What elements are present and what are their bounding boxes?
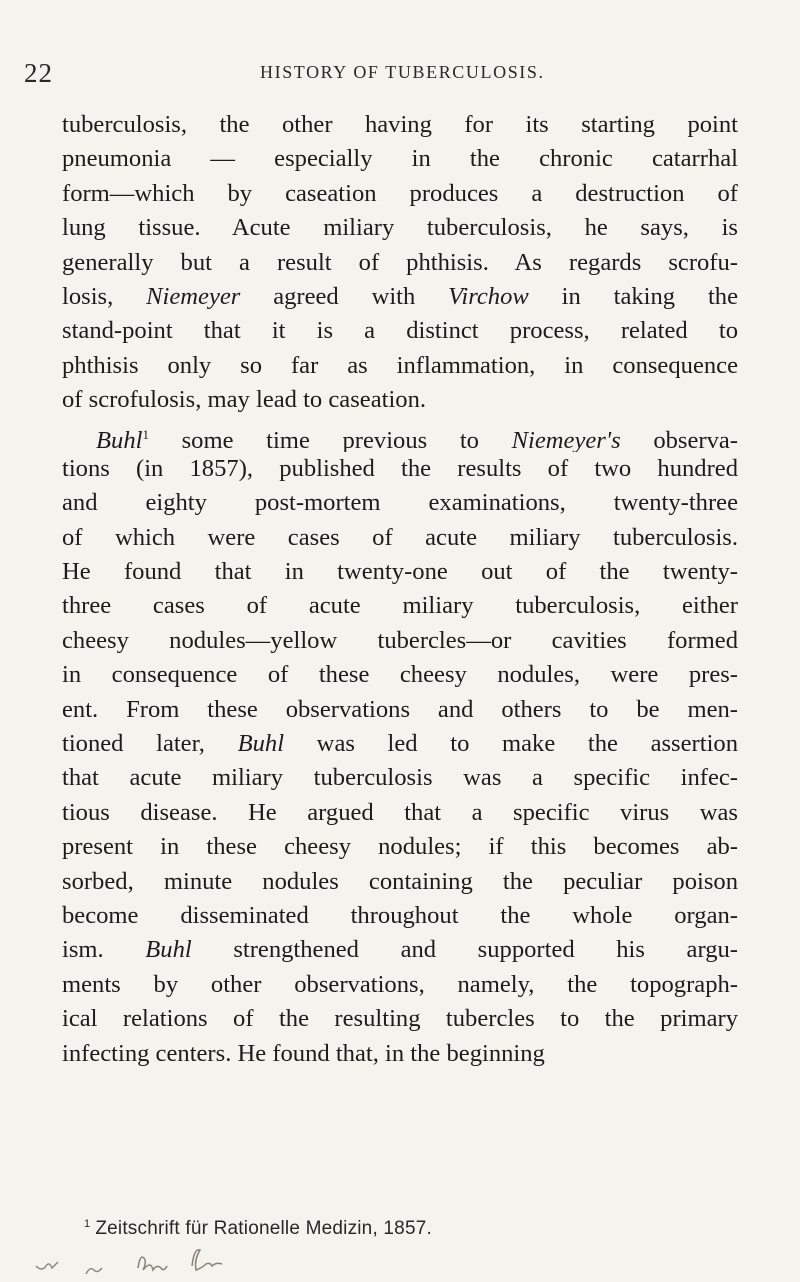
page-number: 22: [24, 58, 53, 88]
text-line: of which were cases of acute miliary tuberculosis.: [62, 523, 738, 551]
text-line: Buhl$^1$ some time previous to Niemeyer's observa-: [96, 426, 738, 452]
text-line: phthisis only so far as inflammation, in consequence: [62, 351, 738, 379]
footnote-text: Zeitschrift für Rationelle Medizin, 1857.: [95, 1218, 432, 1239]
text-line: stand-point that it is a distinct process, related to: [62, 317, 738, 345]
handwritten-signature: [34, 1244, 244, 1280]
text-line: in consequence of these cheesy nodules, were pres-: [62, 661, 738, 689]
page-header: [24, 58, 584, 92]
running-head: HISTORY OF TUBERCULOSIS.: [260, 62, 545, 82]
text-line: ical relations of the resulting tubercles to the primary: [62, 1005, 738, 1033]
footnote-marker: 1: [84, 1218, 91, 1230]
text-line: tious disease. He argued that a specific virus was: [62, 798, 738, 826]
text-line: three cases of acute miliary tuberculosis, either: [62, 592, 738, 620]
text-line: tuberculosis, the other having for its starting point: [62, 111, 738, 138]
text-line: form—which by caseation produces a destruction of: [62, 179, 738, 207]
text-line: that acute miliary tuberculosis was a specific infec-: [62, 764, 738, 792]
text-line: He found that in twenty-one out of the twenty-: [62, 558, 738, 586]
text-line: cheesy nodules—yellow tubercles—or cavities formed: [62, 626, 738, 654]
text-line: become disseminated throughout the whole organ-: [62, 901, 738, 929]
body-text: [62, 108, 738, 1071]
text-line: generally but a result of phthisis. As regards scrofu-: [62, 248, 738, 276]
text-line: of scrofulosis, may lead to caseation.: [62, 386, 427, 414]
text-line: ent. From these observations and others to be men-: [62, 695, 738, 723]
text-line: lung tissue. Acute miliary tuberculosis, he says, is: [62, 214, 738, 242]
footnote: [84, 1218, 432, 1240]
text-line: ism. Buhl strengthened and supported his argu-: [62, 936, 738, 964]
text-line: losis, Niemeyer agreed with Virchow in taking the: [62, 282, 738, 310]
text-line: tioned later, Buhl was led to make the assertion: [62, 730, 738, 758]
text-line: infecting centers. He found that, in the beginning: [62, 1039, 545, 1067]
text-line: sorbed, minute nodules containing the peculiar poison: [62, 867, 738, 895]
text-line: and eighty post-mortem examinations, twenty-three: [62, 489, 738, 517]
text-line: ments by other observations, namely, the topograph-: [62, 970, 738, 998]
text-line: tions (in 1857), published the results of two hundred: [62, 454, 738, 482]
text-line: pneumonia — especially in the chronic catarrhal: [62, 145, 738, 173]
text-line: present in these cheesy nodules; if this becomes ab-: [62, 833, 738, 861]
